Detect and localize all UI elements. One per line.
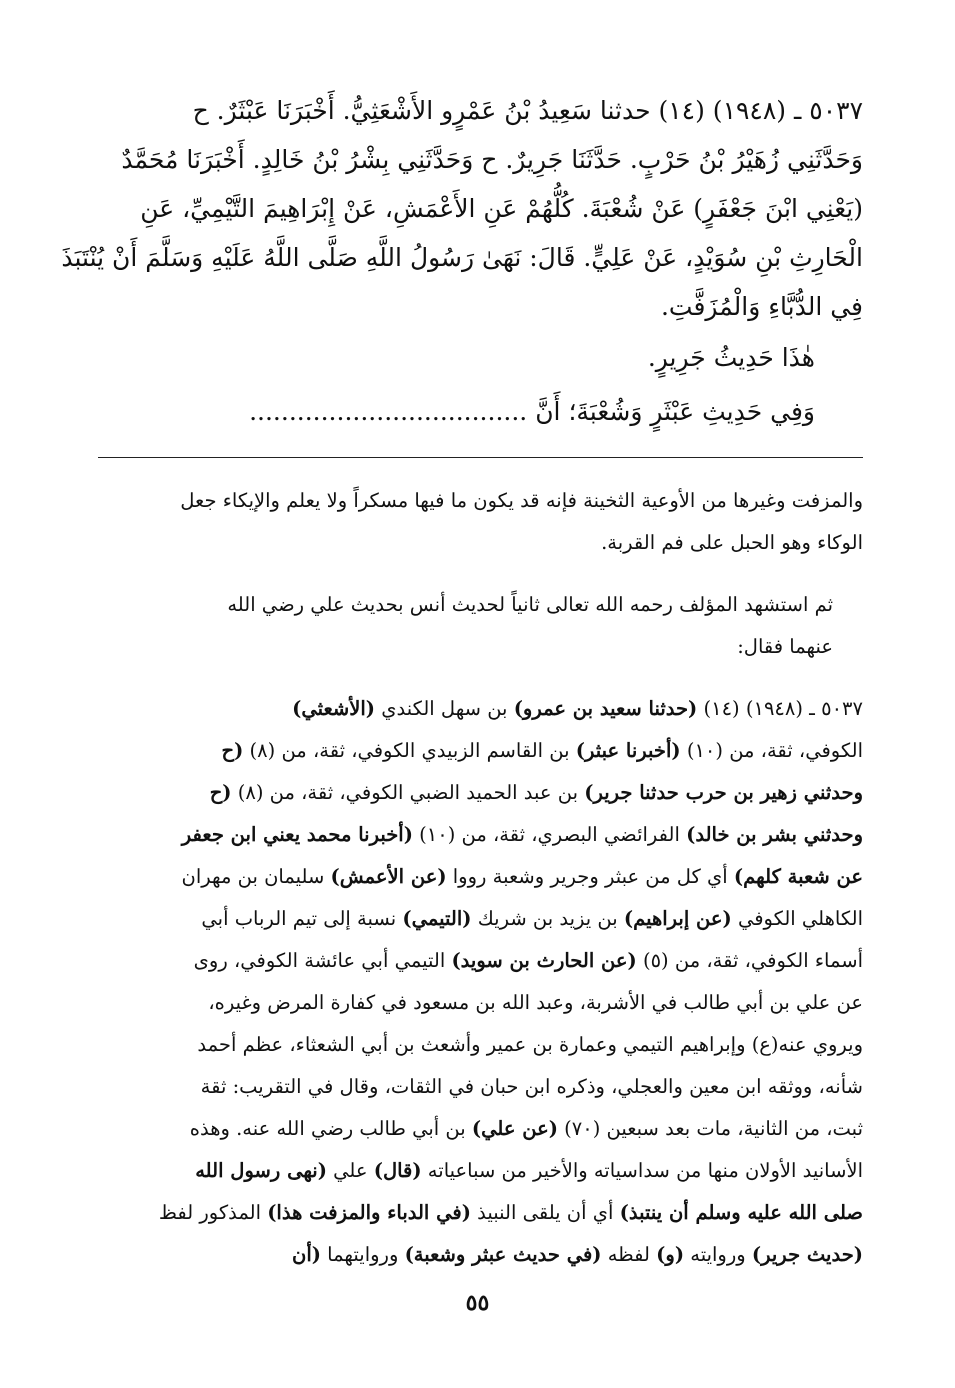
text-span: أسماء الكوفي، ثقة، من (٥) (636, 949, 863, 972)
text-span: بن يزيد بن شريك (471, 907, 624, 930)
text-line (98, 1150, 863, 1192)
text-span: ٥٠٣٧ ـ (١٩٤٨) (١٤) (697, 697, 863, 720)
text-span: سليمان بن مهران (181, 865, 331, 888)
page-number: ٥٥ (465, 1290, 490, 1316)
text-line (98, 814, 863, 856)
footnote-divider (98, 457, 863, 458)
commentary-para-3 (98, 688, 863, 1276)
text-line (98, 772, 863, 814)
quoted-span: (حدثنا سعيد بن عمرو) (513, 697, 698, 720)
hadith-text (61, 86, 863, 331)
quoted-span: (عن إبراهيم) (623, 907, 732, 930)
text-line: عنهما فقال: (737, 635, 833, 658)
quoted-span: (ح (209, 781, 232, 804)
text-span: بن سهل الكندي (375, 697, 514, 720)
text-line (98, 688, 863, 730)
text-line (98, 940, 863, 982)
text-span: بن عبد الحميد الضبي الكوفي، ثقة، من (٨) (231, 781, 585, 804)
text-span: ثبت، من الثانية، مات بعد سبعين (٧٠) (557, 1117, 863, 1140)
text-line (98, 856, 863, 898)
quoted-span: (في حديث عبثر وشعبة) (404, 1243, 602, 1266)
quoted-span: (قال) (373, 1159, 422, 1182)
text-line (98, 1108, 863, 1150)
quoted-span: (نهى رسول الله (195, 1159, 327, 1182)
commentary-para-2 (98, 584, 863, 668)
quoted-span: (ح (221, 739, 244, 762)
quoted-span: (أن (292, 1243, 321, 1266)
quoted-span: وحدثني بشر بن خالد) (686, 823, 863, 846)
text-line (98, 898, 863, 940)
hadith-line: وَحَدَّثَنِي زُهَيْرُ بْنُ حَرْبٍ. حَدَّثَنَا جَرِيرٌ. ح وَحَدَّثَنِي بِشْرُ بْنُ خَالِدٍ. أَخْبَرَنَا مُحَمَّدٌ (121, 145, 863, 174)
hadith-line: ٥٠٣٧ ـ (١٩٤٨) (١٤) حدثنا سَعِيدُ بْنُ عَمْرٍو الأَشْعَثِيُّ. أَخْبَرَنَا عَبْثَرٌ. ح (192, 96, 863, 125)
text-span: أي كل من عبثر وجرير وشعبة رووا (446, 865, 734, 888)
text-span: الكاهلي الكوفي (731, 907, 863, 930)
text-line (98, 1192, 863, 1234)
text-span: بن أبي طالب رضي الله عنه. وهذه (189, 1117, 472, 1140)
text-span: الفرائضي البصري، ثقة، من (١٠) (412, 823, 687, 846)
text-line: ويروي عنه(ع) وإبراهيم التيمي وعمارة بن عمير وأشعث بن أبي الشعثاء، عظم أحمد (197, 1033, 863, 1056)
quoted-span: (أخبرنا محمد يعني ابن جعفر (181, 823, 413, 846)
quoted-span: (عن الحارث بن سويد) (451, 949, 637, 972)
text-span: الكوفي، ثقة، من (١٠) (680, 739, 863, 762)
quoted-span: (عن الأعمش) (330, 865, 447, 888)
text-span: الأسانيد الأولان منها من سداسياته والأخير من سباعياته (421, 1159, 863, 1182)
text-span: وروايتهما (320, 1243, 405, 1266)
quoted-span: (في الدباء والمزفت هذا) (267, 1201, 471, 1224)
text-line (98, 1234, 863, 1276)
page-content (61, 86, 863, 1276)
commentary (98, 480, 863, 1276)
text-span: وروايته (684, 1243, 752, 1266)
hadith-line: (يَعْنِي ابْنَ جَعْفَرٍ) عَنْ شُعْبَةَ. كُلُّهُمْ عَنِ الأَعْمَشِ، عَنْ إِبْرَاهِيمَ التَّيْمِيِّ، عَنِ (140, 194, 863, 223)
hadith-line: فِي الدُّبَّاءِ وَالْمُزَفَّتِ. (660, 292, 863, 321)
text-span: لفظه (601, 1243, 657, 1266)
quoted-span: (حديث جرير) (751, 1243, 863, 1266)
hadith-note-2-text: وَفِي حَدِيثِ عَبْثَرٍ وَشُعْبَةَ؛ أَنَّ (535, 397, 815, 426)
text-span: بن القاسم الزبيدي الكوفي، ثقة، من (٨) (243, 739, 576, 762)
text-span: علي (326, 1159, 374, 1182)
text-span: أي أن يلقى النبيذ (470, 1201, 620, 1224)
text-line: عن علي بن أبي طالب في الأشربة، وعبد الله بن مسعود في كفارة المرض وغيره، (208, 991, 863, 1014)
text-span: المذكور لفظ (158, 1201, 268, 1224)
hadith-note-1: هٰذَا حَدِيثُ جَرِيرٍ. (647, 343, 815, 372)
hadith-line: الْحَارِثِ بْنِ سُوَيْدٍ، عَنْ عَلِيٍّ. قَالَ: نَهَىٰ رَسُولُ اللَّهِ صَلَّى اللَّهُ عَلَيْهِ وَسَلَّمَ أَنْ يُنْتَبَذَ (61, 243, 863, 272)
quoted-span: صلى الله عليه وسلم أن ينتبذ) (619, 1201, 863, 1224)
quoted-span: (التيمي) (402, 907, 472, 930)
quoted-span: وحدثني زهير بن حرب حدثنا جرير) (584, 781, 863, 804)
ellipsis-dots: ................................... (249, 397, 528, 426)
text-line: شأنه، ووثقه ابن معين والعجلي، وذكره ابن حبان في الثقات، وقال في التقريب: ثقة (200, 1075, 863, 1098)
quoted-span: (عن علي) (471, 1117, 558, 1140)
commentary-para-1 (98, 480, 863, 564)
text-line (98, 730, 863, 772)
quoted-span: (الأشعثي) (292, 697, 376, 720)
hadith-note-2 (98, 385, 863, 439)
text-span: نسبة إلى تيم الرباب أبي (201, 907, 403, 930)
text-span: التيمي أبي عائشة الكوفي، روى (193, 949, 452, 972)
text-line: ثم استشهد المؤلف رحمه الله تعالى ثانياً لحديث أنس بحديث علي رضي الله (227, 593, 833, 616)
text-line: الوكاء وهو الحبل على فم القربة. (601, 531, 863, 554)
quoted-span: (أخبرنا عبثر) (575, 739, 681, 762)
quoted-span: عن شعبة كلهم) (733, 865, 863, 888)
quoted-span: (و) (656, 1243, 685, 1266)
text-line: والمزفت وغيرها من الأوعية الثخينة فإنه قد يكون ما فيها مسكراً ولا يعلم والإيكاء جعل (180, 489, 863, 512)
